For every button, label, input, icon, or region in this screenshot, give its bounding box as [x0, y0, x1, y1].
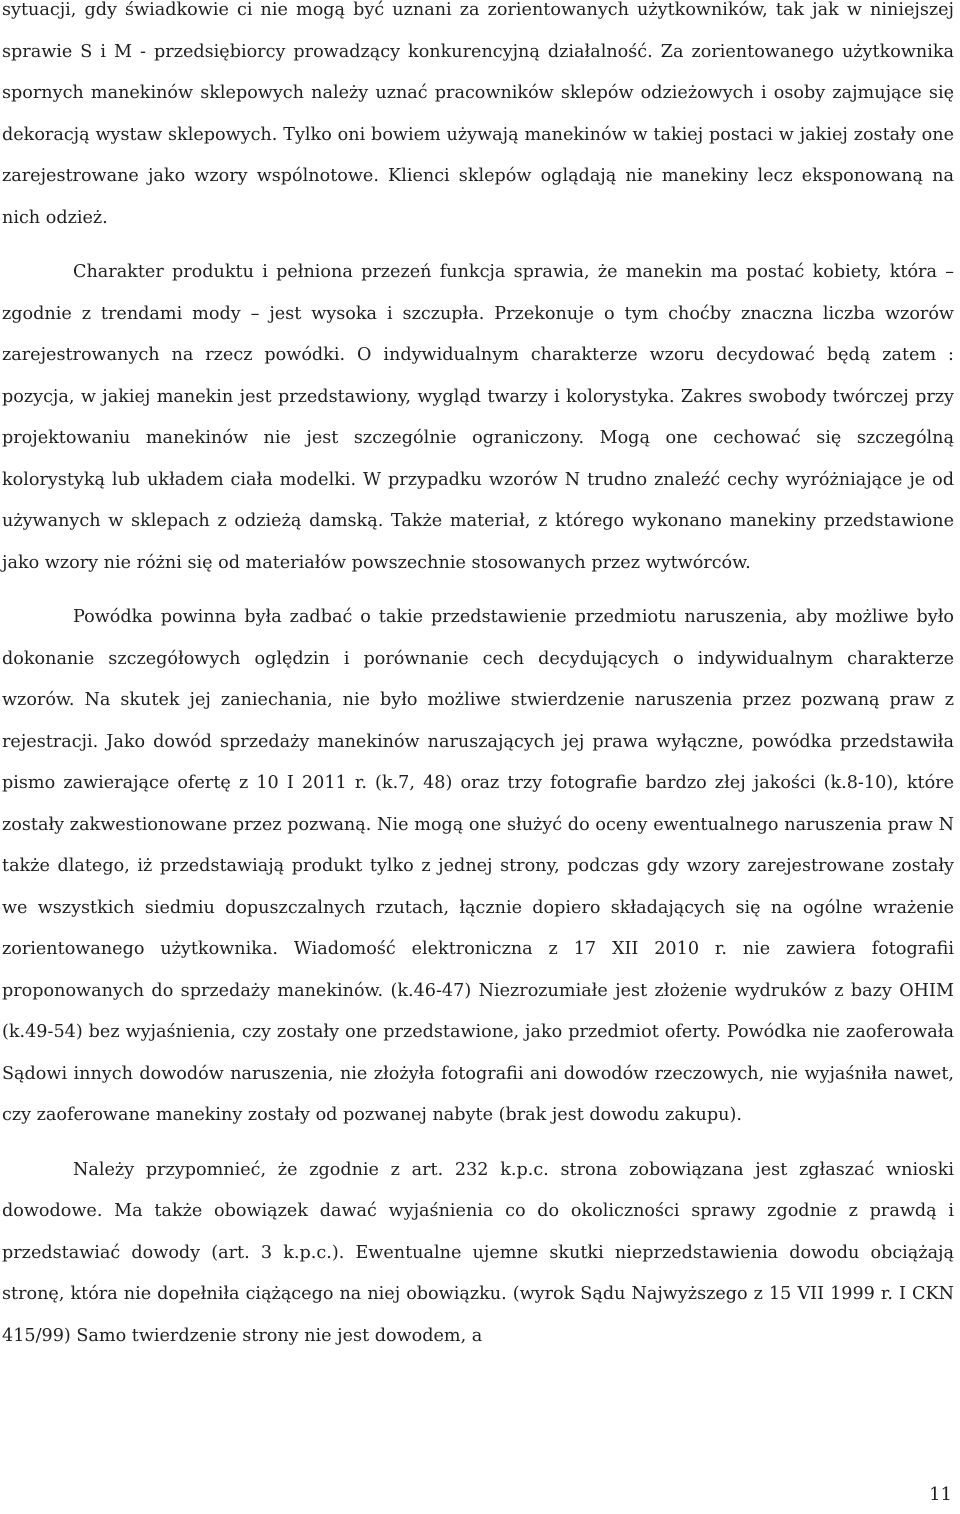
paragraph-burden-of-proof: Należy przypomnieć, że zgodnie z art. 232 k.p.c. strona zobowiązana jest zgłaszać wnioski dowodowe. Ma także obowiązek dawać wyjaśnienia co do okoliczności sprawy zgodnie z prawdą i przedstawiać dowody (art. 3 k.p.c.). Ewentualne ujemne skutki nieprzedstawienia dowodu obciążają stronę, która nie dopełniła ciążącego na niej obowiązku. (wyrok Sądu Najwyższego z 15 VII 1999 r. I CKN 415/99) Samo twierdzenie strony nie jest dowodem, a — [2, 1159, 954, 1346]
paragraph-continuation: sytuacji, gdy świadkowie ci nie mogą być uznani za zorientowanych użytkowników, tak jak w niniejszej sprawie S i M - przedsiębiorcy prowadzący konkurencyjną działalność. Za zorientowanego użytkownika spornych manekinów sklepowych należy uznać pracowników sklepów odzieżowych i osoby zajmujące się dekoracją wystaw sklepowych. Tylko oni bowiem używają manekinów w takiej postaci w jakiej zostały one zarejestrowane jako wzory wspólnotowe. Klienci sklepów oglądają nie manekiny lecz eksponowaną na nich odzież. — [2, 0, 954, 228]
paragraph-evidence-assessment: Powódka powinna była zadbać o takie przedstawienie przedmiotu naruszenia, aby możliwe było dokonanie szczegółowych oględzin i porównanie cech decydujących o indywidualnym charakterze wzorów. Na skutek jej zaniechania, nie było możliwe stwierdzenie naruszenia przez pozwaną praw z rejestracji. Jako dowód sprzedaży manekinów naruszających jej prawa wyłączne, powódka przedstawiła pismo zawierające ofertę z 10 I 2011 r. (k.7, 48) oraz trzy fotografie bardzo złej jakości (k.8-10), które zostały zakwestionowane przez pozwaną. Nie mogą one służyć do oceny ewentualnego naruszenia praw N także dlatego, iż przedstawiają produkt tylko z jednej strony, podczas gdy wzory zarejestrowane zostały we wszystkich siedmiu dopuszczalnych rzutach, łącznie dopiero składających się na ogólne wrażenie zorientowanego użytkownika. Wiadomość elektroniczna z 17 XII 2010 r. nie zawiera fotografii proponowanych do sprzedaży manekinów. (k.46-47) Niezrozumiałe jest złożenie wydruków z bazy OHIM (k.49-54) bez wyjaśnienia, czy zostały one przedstawione, jako przedmiot oferty. Powódka nie zaoferowała Sądowi innych dowodów naruszenia, nie złożyła fotografii ani dowodów rzeczowych, nie wyjaśniła nawet, czy zaoferowane manekiny zostały od pozwanej nabyte (brak jest dowodu zakupu). — [2, 607, 954, 1125]
document-body — [2, 0, 954, 1357]
paragraph-product-character: Charakter produktu i pełniona przezeń funkcja sprawia, że manekin ma postać kobiety, która – zgodnie z trendami mody – jest wysoka i szczupła. Przekonuje o tym choćby znaczna liczba wzorów zarejestrowanych na rzecz powódki. O indywidualnym charakterze wzoru decydować będą zatem : pozycja, w jakiej manekin jest przedstawiony, wygląd twarzy i kolorystyka. Zakres swobody twórczej przy projektowaniu manekinów nie jest szczególnie ograniczony. Mogą one cechować się szczególną kolorystyką lub układem ciała modelki. W przypadku wzorów N trudno znaleźć cechy wyróżniające je od używanych w sklepach z odzieżą damską. Także materiał, z którego wykonano manekiny przedstawione jako wzory nie różni się od materiałów powszechnie stosowanych przez wytwórców. — [2, 262, 954, 573]
page-number: 11 — [929, 1484, 952, 1505]
